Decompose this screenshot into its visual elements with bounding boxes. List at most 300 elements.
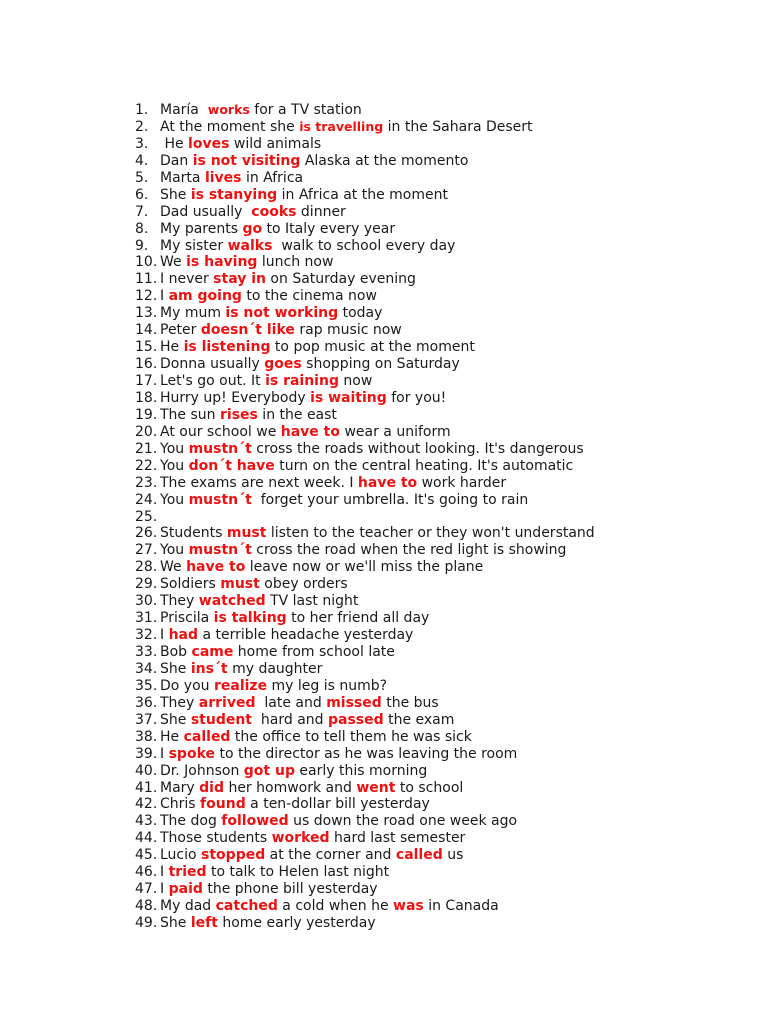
answer-text: walks: [227, 237, 273, 254]
sentence-text: Soldiers: [160, 576, 221, 593]
sentence-text: Donna usually: [160, 356, 265, 373]
list-item: [0, 678, 768, 695]
item-number: 15.: [135, 339, 158, 356]
list-item: [0, 644, 768, 661]
list-item: [0, 746, 768, 763]
sentence-text: wild animals: [229, 135, 322, 152]
item-number: 30.: [135, 593, 158, 610]
list-item: [0, 407, 768, 424]
answer-text: worked: [271, 830, 330, 847]
sentence-text: I: [160, 881, 169, 898]
sentence-text: to Italy every year: [262, 220, 396, 237]
list-item: [0, 356, 768, 373]
item-sentence: [160, 424, 451, 441]
sentence-text: They: [160, 593, 199, 610]
answer-text: go: [242, 220, 263, 237]
sentence-text: early this morning: [294, 762, 428, 779]
sentence-text: Let's go out. It: [160, 373, 266, 389]
sentence-text: my daughter: [227, 660, 323, 677]
sentence-text: We: [160, 254, 187, 271]
item-sentence: [160, 221, 395, 238]
item-sentence: [160, 542, 566, 559]
answer-text: must: [220, 576, 260, 593]
item-sentence: [160, 881, 378, 898]
sentence-text: us: [442, 847, 464, 864]
answer-text: had: [168, 627, 199, 644]
sentence-text: turn on the central heating. It's automatic: [274, 457, 574, 474]
list-item: [0, 813, 768, 830]
sentence-text: leave now or we'll miss the plane: [245, 559, 484, 576]
sentence-text: cross the road when the red light is showing: [251, 542, 567, 559]
list-item: [0, 288, 768, 305]
answer-text: got up: [243, 762, 295, 779]
answer-text: loves: [188, 135, 230, 152]
sentence-text: listen to the teacher or they won't understand: [266, 525, 595, 542]
sentence-text: in the east: [257, 406, 337, 423]
list-item: [0, 305, 768, 322]
answer-text: lives: [204, 169, 242, 186]
sentence-text: home early yesterday: [217, 915, 376, 931]
sentence-text: cross the roads without looking. It's dangerous: [251, 440, 584, 457]
exercise-list: [0, 102, 768, 932]
answer-text: tried: [168, 864, 207, 881]
sentence-text: I: [160, 627, 169, 644]
list-item: [0, 915, 768, 932]
list-item: [0, 763, 768, 780]
sentence-text: dinner: [296, 203, 346, 220]
item-number: 35.: [135, 677, 158, 694]
sentence-text: You: [160, 542, 189, 559]
item-number: 24.: [135, 491, 158, 508]
item-sentence: [160, 475, 506, 492]
list-item: [0, 204, 768, 221]
answer-text: stay in: [213, 271, 266, 288]
sentence-text: You: [160, 457, 189, 474]
answer-text: doesn´t like: [200, 322, 295, 339]
item-number: 42.: [135, 796, 158, 813]
sentence-text: her homwork and: [224, 779, 357, 796]
answer-text: is raining: [265, 373, 339, 389]
item-number: 3.: [135, 135, 149, 152]
item-sentence: [160, 305, 382, 322]
sentence-text: walk to school every day: [272, 237, 456, 254]
sentence-text: At the moment she: [160, 118, 300, 135]
sentence-text: hard last semester: [329, 830, 466, 847]
sentence-text: Dad usually: [160, 203, 252, 220]
item-number: 33.: [135, 644, 158, 660]
sentence-text: Dan: [160, 152, 193, 169]
list-item: [0, 525, 768, 542]
list-item: [0, 187, 768, 204]
sentence-text: to talk to Helen last night: [206, 864, 390, 881]
item-number: 39.: [135, 745, 158, 762]
sentence-text: Alaska at the momento: [300, 152, 469, 169]
sentence-text: She: [160, 711, 191, 728]
item-number: 26.: [135, 525, 158, 542]
sentence-text: Hurry up! Everybody: [160, 389, 311, 406]
item-sentence: [160, 780, 463, 797]
item-number: 12.: [135, 288, 158, 305]
list-item: [0, 254, 768, 271]
sentence-text: wear a uniform: [340, 423, 451, 440]
sentence-text: I: [160, 288, 169, 305]
list-item: [0, 661, 768, 678]
list-item: [0, 847, 768, 864]
list-item: [0, 576, 768, 593]
item-sentence: [160, 915, 376, 932]
sentence-text: I: [160, 745, 169, 762]
answer-text: arrived: [198, 694, 256, 711]
item-number: 25.: [135, 508, 158, 525]
list-item: [0, 458, 768, 475]
sentence-text: Dr. Johnson: [160, 762, 244, 779]
sentence-text: My sister: [160, 237, 228, 254]
item-number: 34.: [135, 660, 158, 677]
item-number: 46.: [135, 864, 158, 881]
item-sentence: [160, 796, 430, 813]
answer-text: watched: [198, 593, 266, 610]
item-sentence: [160, 288, 377, 305]
item-sentence: [160, 373, 372, 390]
item-number: 36.: [135, 694, 158, 711]
item-sentence: [160, 492, 528, 509]
item-sentence: [160, 238, 455, 255]
sentence-text: on Saturday evening: [265, 271, 416, 288]
answer-text: is not working: [225, 305, 339, 322]
sentence-text: Chris: [160, 796, 201, 813]
item-number: 7.: [135, 203, 149, 220]
item-sentence: [160, 610, 429, 627]
item-number: 29.: [135, 576, 158, 593]
answer-text: followed: [221, 813, 289, 830]
sentence-text: hard and: [252, 711, 328, 728]
sentence-text: He: [160, 135, 189, 152]
list-item: [0, 136, 768, 153]
sentence-text: to school: [395, 779, 464, 796]
sentence-text: to the cinema now: [241, 288, 377, 305]
item-number: 4.: [135, 152, 149, 169]
list-item: [0, 271, 768, 288]
item-sentence: [160, 322, 402, 339]
item-number: 14.: [135, 322, 158, 339]
item-sentence: [160, 254, 333, 271]
item-number: 17.: [135, 373, 158, 389]
sentence-text: late and: [255, 694, 327, 711]
list-item: [0, 373, 768, 390]
list-item: [0, 864, 768, 881]
sentence-text: You: [160, 440, 189, 457]
sentence-text: the phone bill yesterday: [202, 881, 378, 898]
list-item: [0, 695, 768, 712]
item-sentence: [160, 356, 460, 373]
sentence-text: the office to tell them he was sick: [230, 728, 472, 745]
sentence-text: Lucio: [160, 847, 202, 864]
item-sentence: [160, 830, 465, 847]
answer-text: cooks: [251, 203, 297, 220]
sentence-text: lunch now: [257, 254, 334, 271]
answer-text: left: [190, 915, 218, 931]
sentence-text: She: [160, 186, 191, 203]
answer-text: mustn´t: [188, 440, 252, 457]
answer-text: went: [356, 779, 396, 796]
item-sentence: [160, 627, 413, 644]
item-sentence: [160, 170, 303, 187]
sentence-text: Students: [160, 525, 227, 542]
sentence-text: for you!: [386, 389, 447, 406]
list-item: [0, 881, 768, 898]
item-number: 41.: [135, 779, 158, 796]
answer-text: passed: [328, 711, 384, 728]
sentence-text: obey orders: [259, 576, 348, 593]
item-number: 23.: [135, 474, 158, 491]
sentence-text: TV last night: [265, 593, 359, 610]
item-number: 40.: [135, 762, 158, 779]
sentence-text: The sun: [160, 406, 220, 423]
sentence-text: He: [160, 728, 184, 745]
sentence-text: the exam: [383, 711, 455, 728]
list-item: [0, 221, 768, 238]
item-sentence: [160, 204, 346, 221]
answer-text: did: [199, 779, 224, 796]
list-item: [0, 593, 768, 610]
item-sentence: [160, 644, 395, 661]
sentence-text: She: [160, 915, 191, 931]
list-item: [0, 780, 768, 797]
sentence-text: in Canada: [423, 898, 499, 915]
list-item: [0, 559, 768, 576]
list-item: [0, 712, 768, 729]
answer-text: found: [200, 796, 246, 813]
item-number: 2.: [135, 118, 149, 135]
answer-text: must: [226, 525, 267, 542]
item-sentence: [160, 712, 454, 729]
answer-text: catched: [215, 898, 278, 915]
item-sentence: [160, 576, 348, 593]
item-number: 16.: [135, 356, 158, 373]
sentence-text: Mary: [160, 779, 200, 796]
answer-text: paid: [168, 881, 203, 898]
list-item: [0, 153, 768, 170]
item-number: 27.: [135, 542, 158, 559]
item-number: 48.: [135, 898, 158, 915]
sentence-text: My parents: [160, 220, 243, 237]
answer-text: is waiting: [310, 389, 387, 406]
list-item: [0, 509, 768, 526]
item-sentence: [160, 559, 483, 576]
item-sentence: [160, 695, 439, 712]
sentence-text: My dad: [160, 898, 216, 915]
sentence-text: Peter: [160, 322, 201, 339]
list-item: [0, 627, 768, 644]
sentence-text: Those students: [160, 830, 272, 847]
sentence-text: He: [160, 339, 184, 356]
sentence-text: for a TV station: [249, 102, 362, 118]
sentence-text: Do you: [160, 677, 214, 694]
answer-text: spoke: [168, 745, 215, 762]
sentence-text: a terrible headache yesterday: [198, 627, 414, 644]
item-number: 38.: [135, 728, 158, 745]
item-number: 19.: [135, 406, 158, 423]
list-item: [0, 898, 768, 915]
sentence-text: forget your umbrella. It's going to rain: [251, 491, 529, 508]
item-number: 8.: [135, 220, 149, 237]
item-number: 22.: [135, 457, 158, 474]
answer-text: stopped: [201, 847, 266, 864]
answer-text: called: [183, 728, 231, 745]
item-sentence: [160, 661, 322, 678]
sentence-text: I never: [160, 271, 214, 288]
list-item: [0, 238, 768, 255]
answer-text: mustn´t: [188, 542, 252, 559]
list-item: [0, 322, 768, 339]
sentence-text: You: [160, 491, 189, 508]
item-sentence: [160, 678, 387, 695]
item-number: 5.: [135, 169, 149, 186]
item-sentence: [160, 119, 533, 136]
sentence-text: in the Sahara Desert: [383, 118, 533, 135]
sentence-text: a ten-dollar bill yesterday: [245, 796, 430, 813]
answer-text: don´t have: [188, 457, 275, 474]
answer-text: student: [190, 711, 252, 728]
sentence-text: shopping on Saturday: [301, 356, 460, 373]
answer-text: missed: [326, 694, 382, 711]
sentence-text: Bob: [160, 644, 192, 660]
item-sentence: [160, 390, 446, 407]
sentence-text: rap music now: [294, 322, 402, 339]
item-number: 21.: [135, 440, 158, 457]
item-sentence: [160, 864, 389, 881]
item-number: 20.: [135, 423, 158, 440]
item-number: 49.: [135, 915, 158, 931]
item-sentence: [160, 898, 499, 915]
item-sentence: [160, 763, 427, 780]
item-sentence: [160, 441, 584, 458]
list-item: [0, 729, 768, 746]
answer-text: is talking: [213, 610, 287, 627]
sentence-text: to pop music at the moment: [270, 339, 475, 356]
sentence-text: She: [160, 660, 191, 677]
answer-text: is stanying: [190, 186, 278, 203]
item-sentence: [160, 729, 472, 746]
item-sentence: [160, 187, 448, 204]
list-item: [0, 102, 768, 119]
item-number: 47.: [135, 881, 158, 898]
item-sentence: [160, 153, 468, 170]
sentence-text: Marta: [160, 169, 205, 186]
list-item: [0, 492, 768, 509]
sentence-text: us down the road one week ago: [288, 813, 518, 830]
sentence-text: in Africa at the moment: [277, 186, 448, 203]
item-sentence: [160, 407, 337, 424]
item-sentence: [160, 339, 475, 356]
item-number: 44.: [135, 830, 158, 847]
sentence-text: to her friend all day: [286, 610, 430, 627]
sentence-text: in Africa: [241, 169, 304, 186]
answer-text: is travelling: [299, 118, 384, 134]
item-number: 9.: [135, 237, 149, 254]
answer-text: am going: [168, 288, 242, 305]
item-sentence: [160, 746, 517, 763]
sentence-text: a cold when he: [277, 898, 394, 915]
list-item: [0, 339, 768, 356]
sentence-text: my leg is numb?: [267, 677, 388, 694]
answer-text: was: [393, 898, 424, 915]
list-item: [0, 542, 768, 559]
answer-text: came: [191, 644, 234, 660]
answer-text: ins´t: [190, 660, 228, 677]
list-item: [0, 424, 768, 441]
answer-text: mustn´t: [188, 491, 252, 508]
item-sentence: [160, 136, 321, 153]
answer-text: goes: [264, 356, 302, 373]
list-item: [0, 610, 768, 627]
sentence-text: Priscila: [160, 610, 214, 627]
answer-text: is listening: [183, 339, 271, 356]
answer-text: works: [207, 102, 250, 117]
item-sentence: [160, 525, 595, 542]
sentence-text: at the corner and: [265, 847, 396, 864]
answer-text: is having: [186, 254, 258, 271]
sentence-text: home from school late: [233, 644, 395, 660]
sentence-text: We: [160, 559, 187, 576]
list-item: [0, 830, 768, 847]
item-number: 6.: [135, 186, 149, 203]
list-item: [0, 390, 768, 407]
item-number: 10.: [135, 254, 158, 271]
item-number: 18.: [135, 389, 158, 406]
sentence-text: María: [160, 102, 208, 118]
sentence-text: My mum: [160, 305, 226, 322]
sentence-text: At our school we: [160, 423, 281, 440]
list-item: [0, 170, 768, 187]
sentence-text: work harder: [417, 474, 507, 491]
item-number: 13.: [135, 305, 158, 322]
sentence-text: now: [338, 373, 373, 389]
item-sentence: [160, 271, 416, 288]
item-number: 1.: [135, 102, 149, 118]
item-sentence: [160, 813, 517, 830]
answer-text: is not visiting: [192, 152, 301, 169]
answer-text: realize: [213, 677, 268, 694]
item-sentence: [160, 847, 463, 864]
item-number: 28.: [135, 559, 158, 576]
list-item: [0, 441, 768, 458]
item-number: 43.: [135, 813, 158, 830]
sentence-text: The exams are next week. I: [160, 474, 358, 491]
item-sentence: [160, 102, 362, 119]
sentence-text: The dog: [160, 813, 222, 830]
answer-text: have to: [186, 559, 246, 576]
item-number: 45.: [135, 847, 158, 864]
item-number: 32.: [135, 627, 158, 644]
list-item: [0, 475, 768, 492]
sentence-text: They: [160, 694, 199, 711]
list-item: [0, 119, 768, 136]
sentence-text: today: [338, 305, 383, 322]
list-item: [0, 796, 768, 813]
item-sentence: [160, 458, 573, 475]
item-sentence: [160, 593, 358, 610]
answer-text: called: [395, 847, 443, 864]
sentence-text: to the director as he was leaving the room: [215, 745, 518, 762]
sentence-text: the bus: [381, 694, 439, 711]
item-number: 31.: [135, 610, 158, 627]
answer-text: have to: [280, 423, 340, 440]
sentence-text: I: [160, 864, 169, 881]
answer-text: have to: [357, 474, 418, 491]
answer-text: rises: [219, 406, 258, 423]
item-number: 37.: [135, 711, 158, 728]
